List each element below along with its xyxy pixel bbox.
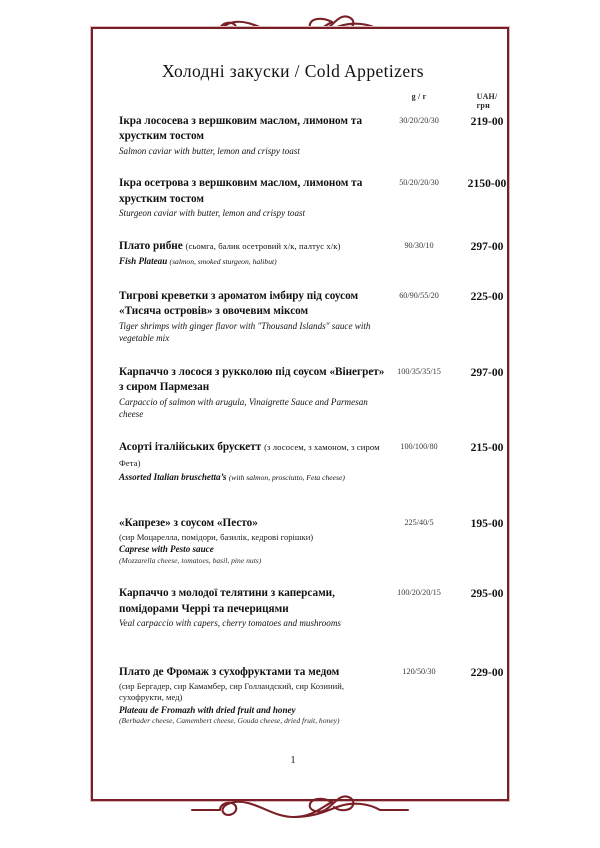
item-price: 195-00 bbox=[470, 517, 504, 531]
item-name-en: Veal carpaccio with capers, cherry tomatoes and mushrooms bbox=[119, 618, 341, 629]
item-price: 297-00 bbox=[470, 366, 504, 380]
item-name-ua-paren: (з лососем, з хамоном, з сиром Фета) bbox=[119, 442, 380, 468]
item-name-en: Sturgeon caviar with butter, lemon and crispy toast bbox=[119, 207, 306, 218]
menu-item bbox=[101, 365, 504, 420]
item-name-en bbox=[119, 255, 387, 267]
item-name-ua-main: Асорті італійських брускетт bbox=[119, 441, 262, 454]
item-name-en bbox=[119, 471, 387, 483]
menu-item bbox=[101, 440, 504, 483]
item-name-ua: Плато де Фромаж з сухофруктами та медом bbox=[119, 666, 340, 679]
item-price: 215-00 bbox=[470, 441, 504, 455]
item-name-ua-paren: (сьомга, балик осетровий х/к, палтус х/к) bbox=[185, 241, 341, 252]
item-name-ua: Ікра осетрова з вершковим маслом, лимоном та хрустким тостом bbox=[119, 177, 363, 205]
menu-item bbox=[101, 586, 504, 629]
menu-item bbox=[101, 289, 504, 344]
item-name-en-main: Assorted Italian bruschetta’s bbox=[119, 472, 227, 483]
item-sub-ua: (сир Бергадер, сир Камамбер, сир Голландский, сир Козиний, сухофрукти, мед) bbox=[119, 680, 344, 703]
item-weight: 30/20/20/30 bbox=[399, 116, 439, 125]
item-name-en-paren: (with salmon, prosciutto, Feta cheese) bbox=[228, 473, 345, 483]
menu-page bbox=[101, 27, 507, 801]
menu-item bbox=[101, 665, 504, 726]
item-sub-ua: (сир Моцарелла, помідори, базилік, кедрові горішки) bbox=[119, 531, 314, 542]
item-name-ua: Карпаччо з молодої телятини з каперсами, помідорами Черрі та печерицями bbox=[119, 587, 335, 615]
item-name-ua: Тигрові креветки з ароматом імбиру під соусом «Тисяча островів» з овочевим міксом bbox=[119, 289, 359, 318]
item-name-en-paren: (salmon, smoked sturgeon, halibut) bbox=[169, 256, 277, 266]
column-headers bbox=[101, 90, 501, 108]
item-weight: 50/20/20/30 bbox=[399, 178, 439, 188]
item-name-en-main: Fish Plateau bbox=[119, 255, 168, 266]
item-weight: 225/40/5 bbox=[404, 518, 434, 528]
menu-item bbox=[101, 176, 507, 219]
menu-item bbox=[101, 516, 504, 565]
item-weight: 100/100/80 bbox=[400, 442, 438, 452]
page-number: 1 bbox=[290, 755, 296, 766]
item-name-en: Caprese with Pesto sauce bbox=[119, 544, 214, 555]
item-weight: 100/35/35/15 bbox=[397, 367, 441, 377]
item-sub-en: (Mozzarella cheese, tomatoes, basil, pine nuts) bbox=[119, 555, 262, 565]
price-column-header: UAH/грн bbox=[476, 92, 498, 110]
item-name-en: Plateau de Fromazh with dried fruit and honey bbox=[119, 704, 296, 715]
item-price: 225-00 bbox=[470, 289, 504, 303]
item-name-ua bbox=[119, 440, 387, 471]
item-weight: 90/30/10 bbox=[404, 241, 434, 251]
item-name-ua: «Капрезе» з соусом «Песто» bbox=[119, 517, 258, 530]
item-name-en: Carpaccio of salmon with arugula, Vinaigrette Sauce and Parmesan cheese bbox=[119, 396, 368, 420]
item-name-en: Salmon caviar with butter, lemon and crispy toast bbox=[119, 145, 300, 156]
menu-items-list bbox=[101, 114, 507, 726]
item-name-ua-main: Плато рибне bbox=[119, 240, 183, 253]
item-price: 295-00 bbox=[470, 587, 504, 601]
item-sub-en: (Berbader cheese, Camembert cheese, Gouda cheese, dried fruit, honey) bbox=[119, 716, 340, 726]
item-price: 219-00 bbox=[470, 115, 504, 128]
item-name-ua bbox=[119, 239, 387, 254]
item-name-ua: Карпаччо з лосося з рукколою під соусом «Вінегрет» з сиром Пармезан bbox=[119, 366, 385, 394]
item-weight: 100/20/20/15 bbox=[397, 588, 441, 598]
item-weight: 60/90/55/20 bbox=[399, 290, 439, 300]
menu-item bbox=[101, 114, 504, 157]
item-price: 297-00 bbox=[470, 240, 504, 254]
item-price: 229-00 bbox=[470, 666, 504, 680]
menu-item bbox=[101, 239, 504, 267]
page-title: Холодні закуски / Cold Appetizers bbox=[162, 61, 424, 81]
item-name-en: Tiger shrimps with ginger flavor with "Thousand Islands" sauce with vegetable mix bbox=[119, 320, 371, 343]
weight-column-header: g / г bbox=[411, 92, 427, 101]
item-weight: 120/50/30 bbox=[402, 667, 436, 677]
item-name-ua: Ікра лососева з вершковим маслом, лимоном та хрустким тостом bbox=[119, 115, 363, 143]
item-price: 2150-00 bbox=[467, 177, 507, 191]
